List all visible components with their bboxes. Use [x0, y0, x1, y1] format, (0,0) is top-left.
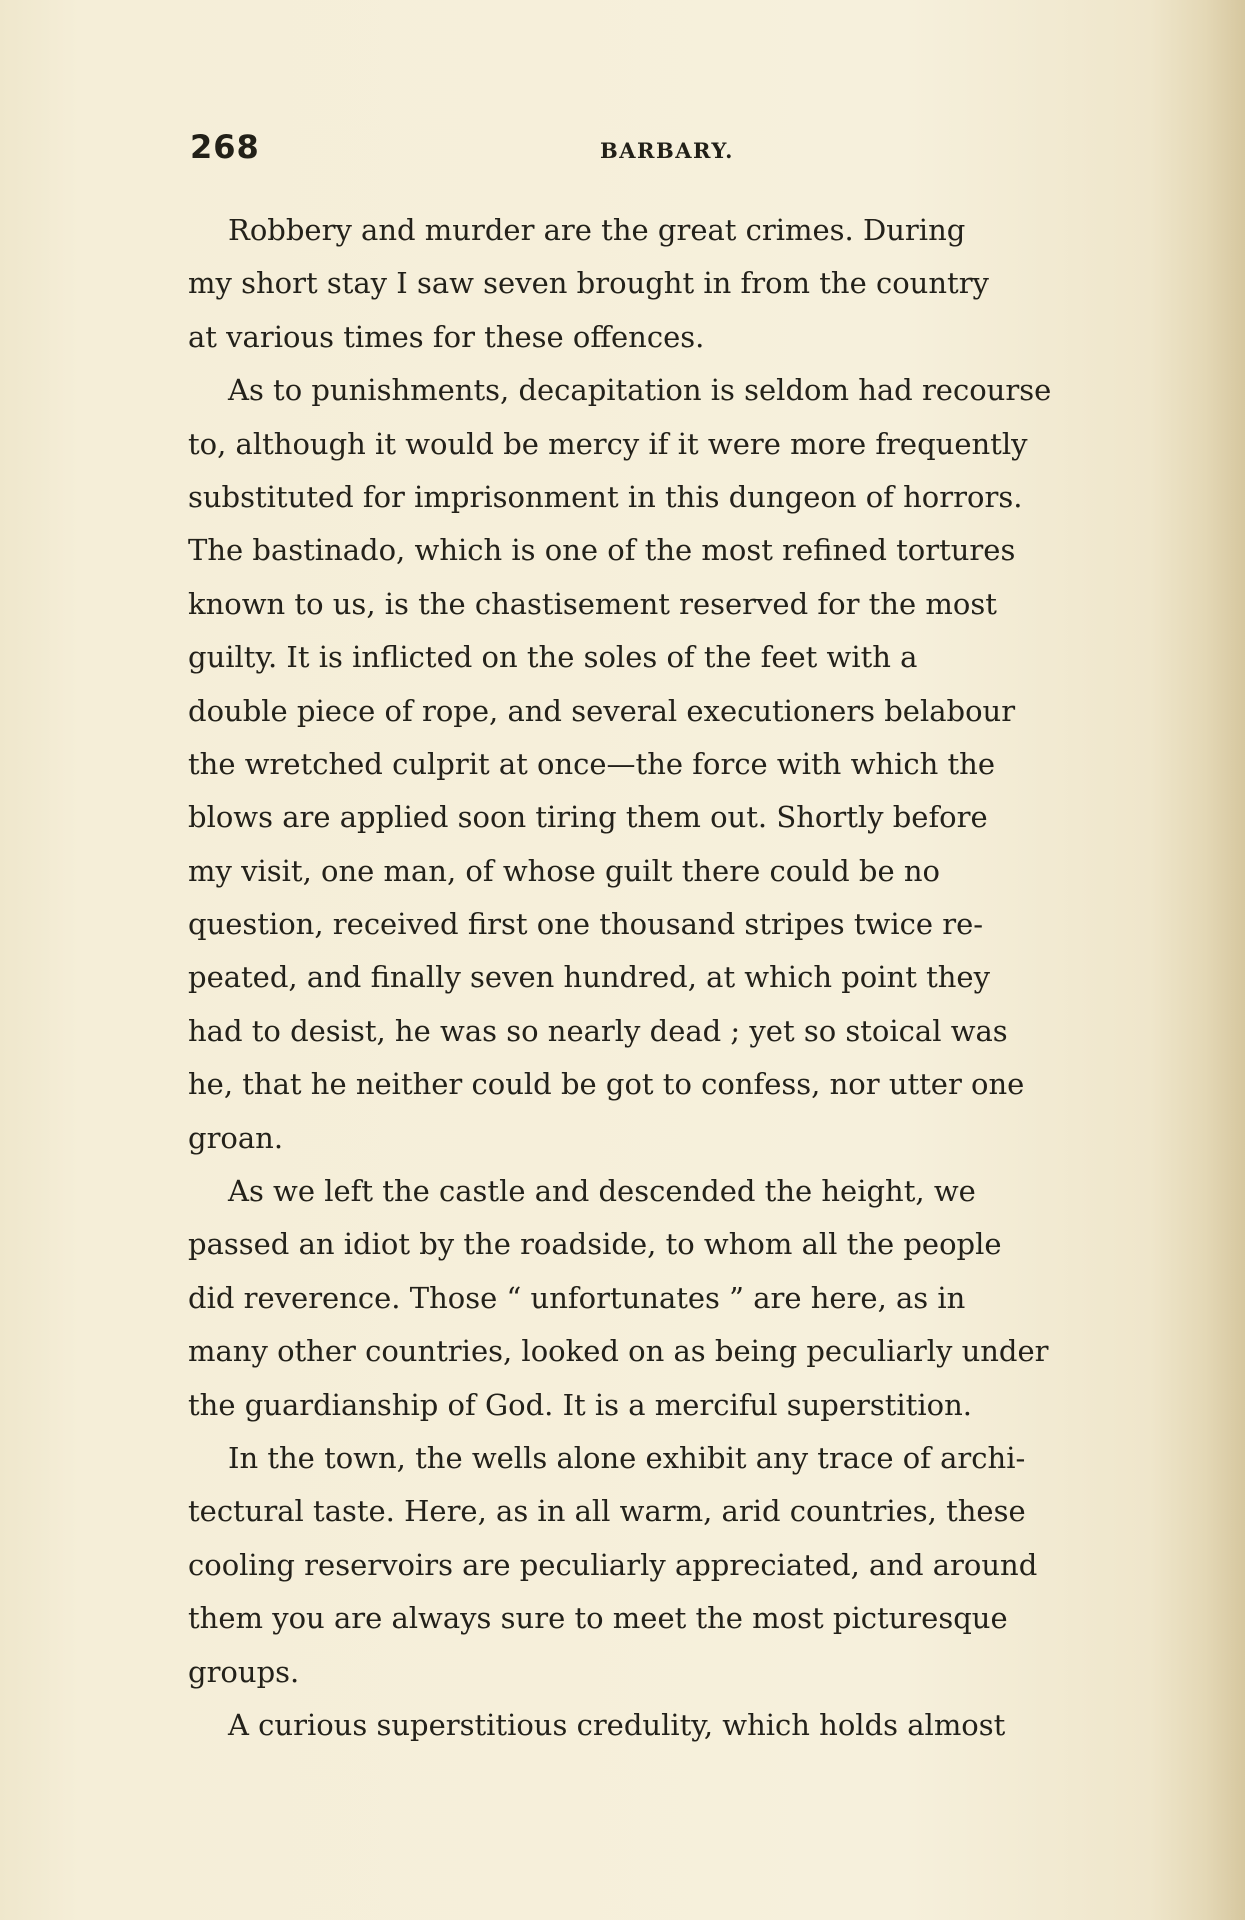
text-line: known to us, is the chastisement reserved for the most	[188, 586, 997, 621]
text-line: substituted for imprisonment in this dungeon of horrors.	[188, 479, 1023, 514]
text-line: them you are always sure to meet the most picturesque	[188, 1601, 1008, 1636]
text-line: guilty. It is inflicted on the soles of the feet with a	[188, 640, 918, 675]
text-line: passed an idiot by the roadside, to whom all the people	[188, 1227, 1002, 1262]
text-line: As we left the castle and descended the height, we	[228, 1174, 976, 1209]
text-line: As to punishments, decapitation is seldom had recourse	[228, 373, 1052, 408]
text-line: to, although it would be mercy if it were more frequently	[188, 426, 1028, 461]
text-line: peated, and finally seven hundred, at which point they	[188, 960, 990, 995]
body-text	[188, 204, 1148, 1752]
text-line: the guardianship of God. It is a merciful superstition.	[188, 1387, 972, 1422]
text-line: double piece of rope, and several executioners belabour	[188, 693, 1016, 728]
text-line: groan.	[188, 1120, 284, 1155]
text-line: In the town, the wells alone exhibit any trace of archi-	[228, 1440, 1026, 1475]
text-line: tectural taste. Here, as in all warm, arid countries, these	[188, 1494, 1026, 1529]
text-line: he, that he neither could be got to confess, nor utter one	[188, 1067, 1025, 1102]
text-line: cooling reservoirs are peculiarly appreciated, and around	[188, 1547, 1038, 1582]
text-line: Robbery and murder are the great crimes. During	[228, 213, 966, 247]
text-line: The bastinado, which is one of the most refined tortures	[188, 533, 1016, 568]
running-head: BARBARY.	[600, 138, 734, 163]
text-line: groups.	[188, 1654, 300, 1689]
text-line: my short stay I saw seven brought in from the country	[188, 266, 989, 301]
page-number: 268	[190, 128, 260, 166]
page-header	[190, 128, 1150, 172]
text-line: A curious superstitious credulity, which holds almost	[228, 1707, 1006, 1742]
text-line: question, received first one thousand stripes twice re-	[188, 907, 984, 942]
text-line: the wretched culprit at once—the force with which the	[188, 746, 995, 781]
text-line: had to desist, he was so nearly dead ; yet so stoical was	[188, 1013, 1008, 1048]
text-line: many other countries, looked on as being peculiarly under	[188, 1334, 1049, 1369]
text-line: did reverence. Those “ unfortunates ” are here, as in	[188, 1280, 966, 1315]
text-line: at various times for these offences.	[188, 319, 705, 354]
text-line: my visit, one man, of whose guilt there could be no	[188, 853, 940, 888]
text-line: blows are applied soon tiring them out. Shortly before	[188, 800, 988, 835]
